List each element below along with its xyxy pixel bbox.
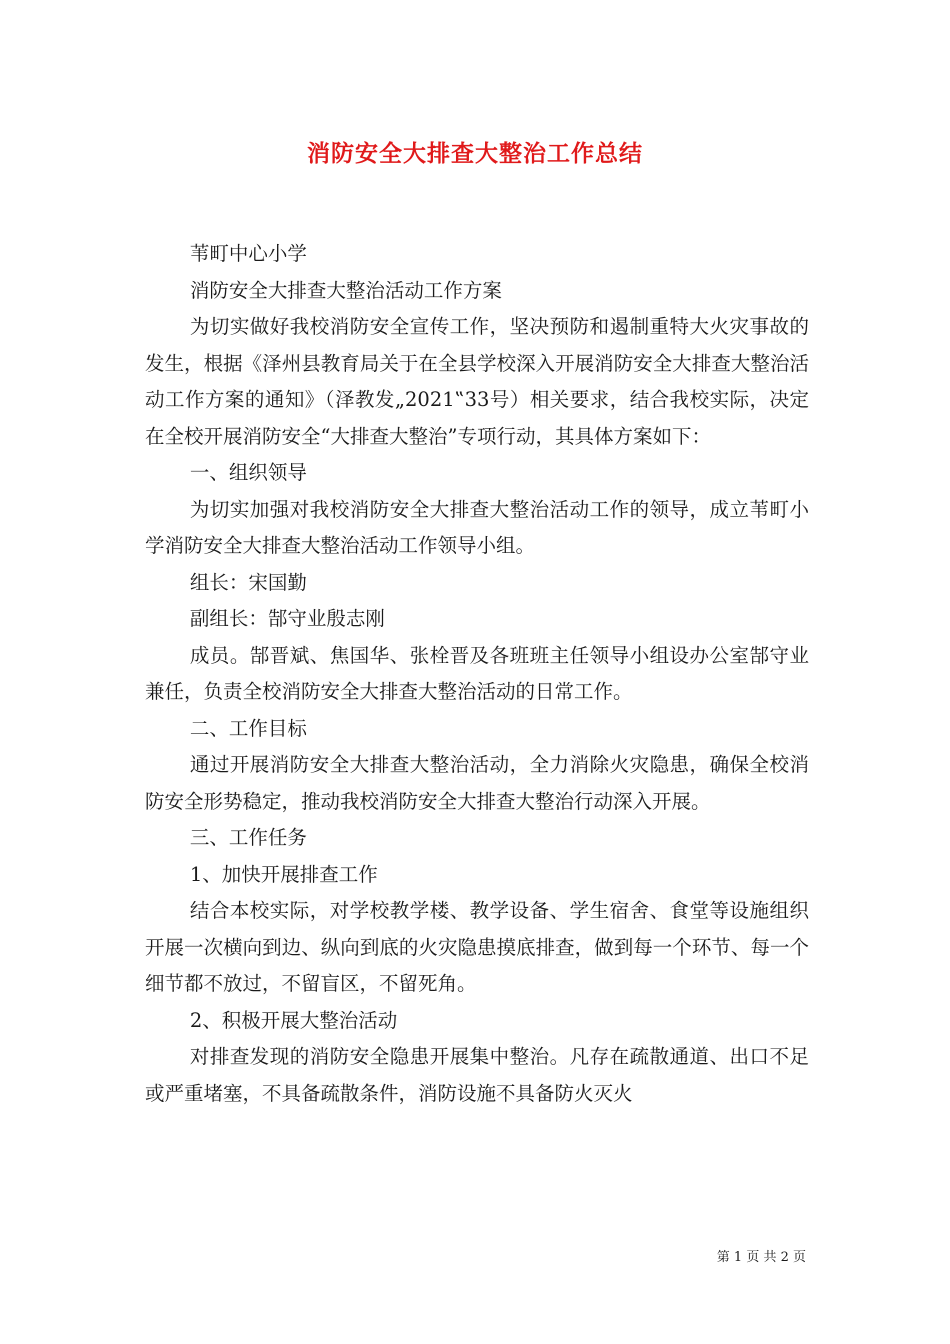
paragraph: 副组长：郜守业殷志刚 — [189, 607, 385, 630]
paragraph: 成员。郜晋斌、焦国华、张栓晋及各班班主任领导小组设办公室郜守业兼任，负责全校消防安全大排查大整治活动的日常工作。 — [145, 643, 809, 703]
section-heading: 三、工作任务 — [189, 826, 307, 849]
paragraph: 苇町中心小学 — [189, 242, 307, 265]
section-heading: 二、工作目标 — [189, 716, 307, 740]
document-title: 消防安全大排查大整治工作总结 — [307, 140, 643, 167]
document-body — [145, 236, 809, 1112]
paragraph: 组长：宋国勤 — [189, 570, 307, 594]
page-footer: 第 1 页 共 2 页 — [716, 1250, 806, 1265]
section-heading: 一、组织领导 — [189, 461, 307, 484]
paragraph: 对排查发现的消防安全隐患开展集中整治。凡存在疏散通道、出口不足或严重堵塞，不具备疏散条件，消防设施不具备防火灭火 — [145, 1045, 809, 1105]
paragraph: 为切实做好我校消防安全宣传工作，坚决预防和遏制重特大火灾事故的发生，根据《泽州县教育局关于在全县学校深入开展消防安全大排查大整治活动工作方案的通知》（泽教发„2021‟33号）相关要求，结合我校实际，决定在全校开展消防安全“大排查大整治”专项行动，其具体方案如下： — [145, 315, 809, 448]
paragraph: 为切实加强对我校消防安全大排查大整治活动工作的领导，成立苇町小学消防安全大排查大整治活动工作领导小组。 — [145, 497, 809, 557]
subsection-heading: 2、积极开展大整治活动 — [189, 1008, 398, 1032]
paragraph: 结合本校实际，对学校教学楼、教学设备、学生宿舍、食堂等设施组织开展一次横向到边、纵向到底的火灾隐患摸底排查，做到每一个环节、每一个细节都不放过，不留盲区，不留死角。 — [145, 899, 809, 995]
paragraph: 消防安全大排查大整治活动工作方案 — [189, 278, 502, 302]
paragraph: 通过开展消防安全大排查大整治活动，全力消除火灾隐患，确保全校消防安全形势稳定，推动我校消防安全大排查大整治行动深入开展。 — [145, 753, 809, 813]
subsection-heading: 1、加快开展排查工作 — [189, 862, 378, 886]
